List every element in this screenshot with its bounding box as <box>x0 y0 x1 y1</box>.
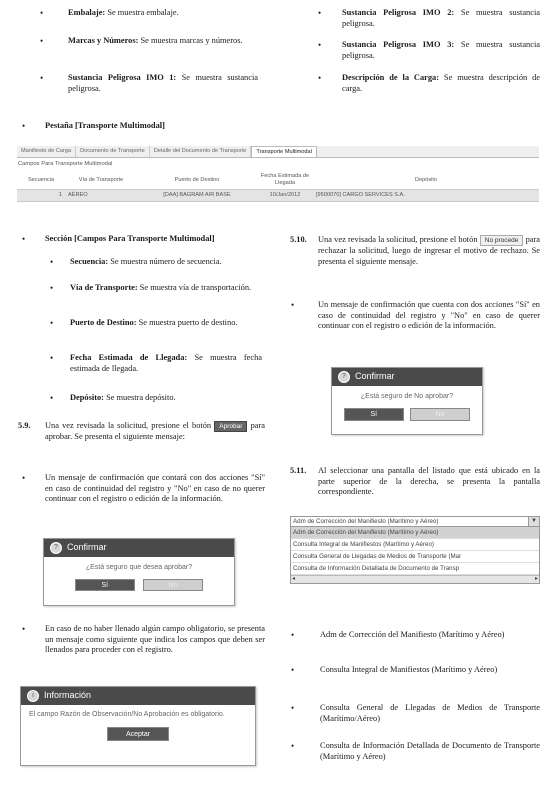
info-dialog <box>20 686 256 766</box>
list-item: Adm de Corrección del Manifiesto (Marítimo y Aéreo) <box>320 630 505 639</box>
col-header: Depósito <box>313 171 539 189</box>
bullet-icon: • <box>22 234 26 244</box>
cell-via: AÉREO <box>65 190 137 202</box>
list-item: Vía de Transporte: Se muestra vía de transportación. <box>70 283 252 292</box>
tab-manifiesto[interactable]: Manifiesto de Carga <box>17 146 76 157</box>
bullet-icon: • <box>291 630 295 640</box>
dialog-header <box>44 539 234 557</box>
yes-button[interactable]: Sí <box>75 579 135 591</box>
step-text: Una vez revisada la solicitud, presione el botón Aprobar para aprobar. Se presenta el siguiente mensaje: <box>45 421 265 441</box>
cell-secuencia: 1 <box>17 190 65 202</box>
yes-button[interactable]: Sí <box>344 408 404 421</box>
question-icon: ? <box>50 542 62 554</box>
list-item: Consulta Integral de Manifiestos (Marítimo y Aéreo) <box>320 665 498 674</box>
select-option[interactable]: Consulta de Información Detallada de Documento de Transp <box>291 563 539 575</box>
bullet-icon: • <box>22 624 26 634</box>
cell-deposito: [9500070] CARGO SERVICES S.A. <box>313 190 539 202</box>
table-row[interactable] <box>17 190 539 202</box>
dialog-message: ¿Está seguro que desea aprobar? <box>85 564 193 571</box>
dialog-header <box>21 687 255 705</box>
step-text: Una vez revisada la solicitud, presione el botón No procede para rechazar la solicitud, luego de ingresar el motivo de rechazo. Se presenta el siguiente mensaje. <box>318 235 541 266</box>
bullet-icon: • <box>22 473 26 483</box>
list-item: Puerto de Destino: Se muestra puerto de destino. <box>70 318 238 327</box>
multimodal-panel <box>17 146 539 202</box>
multimodal-table <box>17 171 539 202</box>
dialog-title: Confirmar <box>355 371 395 382</box>
tab-documento[interactable]: Documento de Transporte <box>76 146 150 157</box>
bullet-icon: • <box>318 73 322 83</box>
select-option[interactable]: Adm de Corrección del Manifiesto (Marítimo y Aéreo) <box>291 527 539 539</box>
tab-detalle[interactable]: Detalle del Documento de Transporte <box>150 146 252 157</box>
no-button[interactable]: No <box>143 579 203 591</box>
bullet-icon: • <box>291 300 295 310</box>
list-item: Descripción de la Carga: Se muestra descripción de carga. <box>342 73 540 93</box>
section-heading: Sección [Campos Para Transporte Multimodal] <box>45 234 215 243</box>
bullet-icon: • <box>291 703 295 713</box>
step-text: Al seleccionar una pantalla del listado que está ubicado en la parte superior de la derecha, se presenta la pantalla correspondiente. <box>318 466 540 496</box>
approve-button[interactable]: Aprobar <box>214 421 247 432</box>
info-icon: i <box>27 690 39 702</box>
bullet-icon: • <box>40 73 44 83</box>
dialog-header <box>332 368 482 386</box>
missing-fields-note: En caso de no haber llenado algún campo obligatorio, se presenta un mensaje como siguiente que indica los campos que deben ser llenados para proceder con el registro. <box>45 624 265 654</box>
bullet-icon: • <box>318 8 322 18</box>
list-item: Fecha Estimada de Llegada: Se muestra fecha estimada de llegada. <box>70 353 262 373</box>
list-item: Consulta General de Llegadas de Medios de Transporte (Marítimo/Aéreo) <box>320 703 540 723</box>
question-icon: ? <box>338 371 350 383</box>
horizontal-scrollbar[interactable] <box>291 575 539 583</box>
bullet-icon: • <box>22 121 26 131</box>
cell-puerto: [DAA] BAGRAM AIR BASE <box>137 190 257 202</box>
list-item: Embalaje: Se muestra embalaje. <box>68 8 179 17</box>
confirm-dialog <box>43 538 235 606</box>
col-header: Fecha Estimada de Llegada <box>257 171 313 189</box>
dialog-title: Confirmar <box>67 542 107 553</box>
select-option[interactable]: Consulta General de Llegadas de Medios de Transporte (Mar <box>291 551 539 563</box>
tab-bar <box>17 146 539 158</box>
col-header: Vía de Transporte <box>65 171 137 189</box>
bullet-icon: • <box>50 257 54 267</box>
reject-button[interactable]: No procede <box>480 235 524 246</box>
dialog-message: El campo Razón de Observación/No Aprobación es obligatorio. <box>29 711 225 718</box>
bullet-icon: • <box>50 283 54 293</box>
section-heading: Pestaña [Transporte Multimodal] <box>45 121 165 130</box>
bullet-icon: • <box>50 353 54 363</box>
list-item: Secuencia: Se muestra número de secuencia. <box>70 257 222 266</box>
dialog-message: ¿Está seguro de No aprobar? <box>360 393 454 400</box>
select-box[interactable] <box>290 516 540 527</box>
col-header: Puerto de Destino <box>137 171 257 189</box>
table-header-row <box>17 171 539 189</box>
list-item: Marcas y Números: Se muestra marcas y números. <box>68 36 243 45</box>
no-button[interactable]: No <box>410 408 470 421</box>
bullet-icon: • <box>291 741 295 751</box>
step-number: 5.9. <box>18 421 31 430</box>
chevron-right-icon[interactable]: ▸ <box>534 575 538 582</box>
selected-value: Adm de Corrección del Manifiesto (Marítimo y Aéreo) <box>293 517 439 525</box>
dialog-title: Información <box>44 690 92 701</box>
chevron-left-icon[interactable]: ◂ <box>292 575 296 582</box>
tab-multimodal[interactable]: Transporte Multimodal <box>251 146 316 157</box>
list-item: Depósito: Se muestra depósito. <box>70 393 176 402</box>
bullet-icon: • <box>291 665 295 675</box>
cell-fecha: 10/Jan/2012 <box>257 190 313 202</box>
confirm-dialog <box>331 367 483 435</box>
list-item: Consulta de Información Detallada de Documento de Transporte (Marítimo y Aéreo) <box>320 741 540 761</box>
list-item: Sustancia Peligrosa IMO 1: Se muestra sustancia peligrosa. <box>68 73 258 93</box>
col-header: Secuencia <box>17 171 65 189</box>
accept-button[interactable]: Aceptar <box>107 727 169 741</box>
confirm-note: Un mensaje de confirmación que contará con dos acciones "Sí" en caso de continuidad del registro y "No" en caso de no querer continuar con el registro o edición de la información. <box>45 473 265 503</box>
chevron-down-icon[interactable]: ▼ <box>528 517 539 526</box>
step-number: 5.11. <box>290 466 307 475</box>
select-option[interactable]: Consulta Integral de Manifiestos (Marítimo y Aéreo) <box>291 539 539 551</box>
bullet-icon: • <box>40 36 44 46</box>
bullet-icon: • <box>50 393 54 403</box>
bullet-icon: • <box>50 318 54 328</box>
confirm-note: Un mensaje de confirmación que cuenta con dos acciones "Sí" en caso de continuidad del registro y "No" en caso de querer continuar con el registro o edición de la información. <box>318 300 540 330</box>
bullet-icon: • <box>40 8 44 18</box>
table-caption: Campos Para Transporte Multimodal <box>18 161 113 167</box>
list-item: Sustancia Peligrosa IMO 3: Se muestra sustancia peligrosa. <box>342 40 540 60</box>
step-number: 5.10. <box>290 235 307 244</box>
list-item: Sustancia Peligrosa IMO 2: Se muestra sustancia peligrosa. <box>342 8 540 28</box>
bullet-icon: • <box>318 40 322 50</box>
select-options <box>290 527 540 584</box>
screen-select <box>290 516 540 584</box>
